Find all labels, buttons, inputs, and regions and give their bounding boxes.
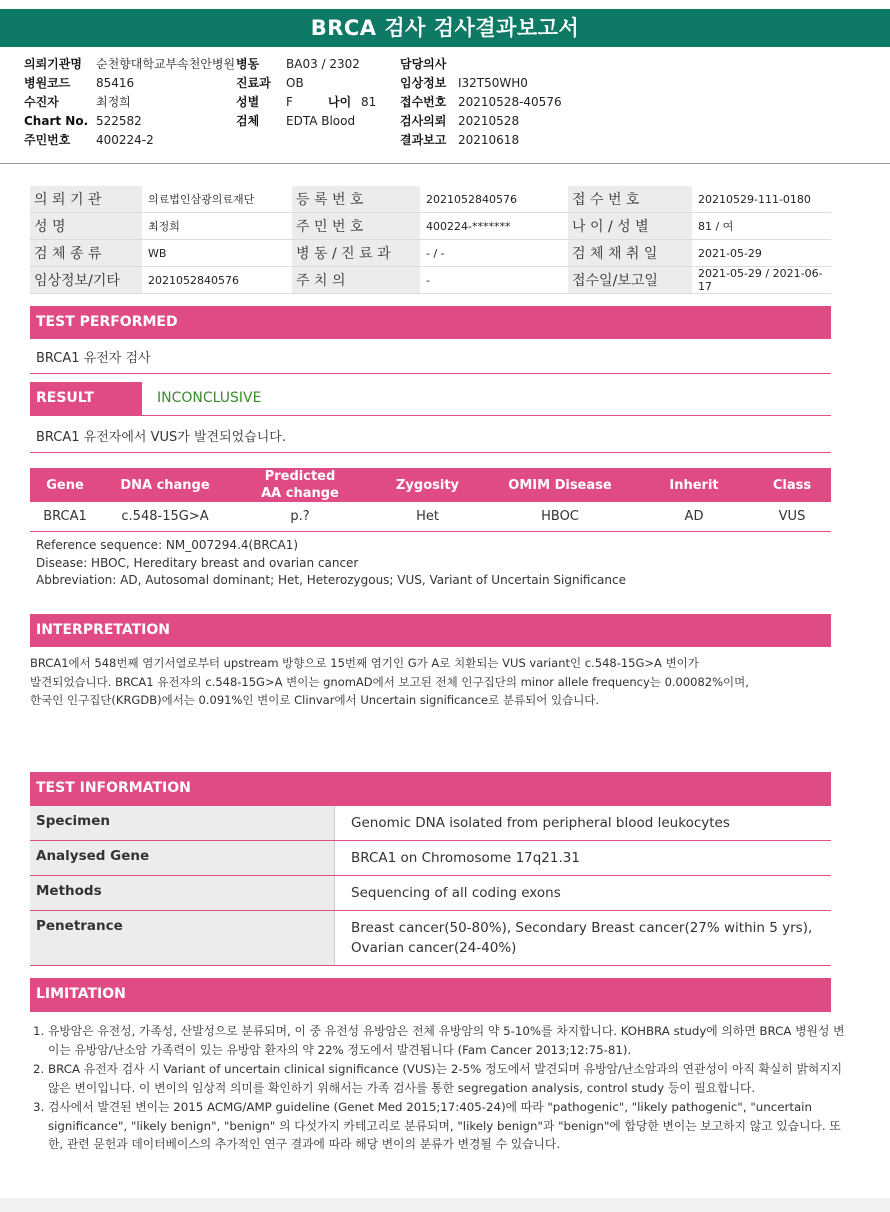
- limitation-item: 2. BRCA 유전자 검사 시 Variant of uncertain clinical significance (VUS)는 2-5% 정도에서 발견되며 유방암/난소암과의 연관성이 아직 확실히 밝혀지지 않은 변이입니다. 이 변이의 임상적 의미를 확인하기 위해서는 가족 검사를 통한 segregation analysis, control study 등이 필요합니다.: [48, 1060, 848, 1097]
- info-value: WB: [142, 240, 288, 267]
- cell-gene: BRCA1: [30, 502, 100, 532]
- header-value: F: [286, 95, 293, 109]
- section-title: RESULT: [36, 390, 94, 406]
- section-title: INTERPRETATION: [36, 622, 171, 638]
- limitation-heading: [30, 978, 831, 1012]
- header-value: I32T50WH0: [458, 76, 528, 90]
- header-value: EDTA Blood: [286, 114, 356, 128]
- ti-key: Methods: [30, 876, 335, 911]
- header-col3: [400, 55, 562, 150]
- ti-value: Breast cancer(50-80%), Secondary Breast cancer(27% within 5 yrs), Ovarian cancer(24-40%): [335, 911, 832, 966]
- header-key: 검체: [236, 114, 260, 128]
- ti-row: [30, 841, 831, 876]
- info-value: -: [420, 267, 564, 294]
- info-label: 접 수 번 호: [568, 186, 692, 213]
- header-key: 병원코드: [24, 76, 71, 90]
- interpretation-line: 발견되었습니다. BRCA1 유전자의 c.548-15G>A 변이는 gnomAD에서 보고된 전체 인구집단의 minor allele frequency는 0.00082%이며,: [30, 674, 749, 689]
- info-label: 나 이 / 성 별: [568, 213, 692, 240]
- header-key: 병동: [236, 57, 260, 71]
- variant-table: [30, 468, 831, 532]
- limitation-item: 1. 유방암은 유전성, 가족성, 산발성으로 분류되며, 이 중 유전성 유방암은 전체 유방암의 약 5-10%를 차지합니다. KOHBRA study에 의하면 BRCA 병원성 변이는 유방암/난소암 가족력이 있는 유방암 환자의 약 22% 정도에서 발견됩니다 (Fam Cancer 2013;12:75-81).: [48, 1022, 848, 1059]
- section-title: TEST INFORMATION: [36, 780, 191, 796]
- info-value: 81 / 여: [692, 213, 831, 240]
- info-value: 400224-*******: [420, 213, 564, 240]
- variant-header-row: [30, 468, 831, 502]
- header-key: 성별: [236, 95, 260, 109]
- col-zygosity: Zygosity: [370, 468, 485, 502]
- info-label: 병 동 / 진 료 과: [292, 240, 420, 267]
- note-disease: Disease: HBOC, Hereditary breast and ovarian cancer: [36, 555, 359, 570]
- info-value: 최정희: [142, 213, 288, 240]
- result-summary: BRCA1 유전자에서 VUS가 발견되었습니다.: [36, 430, 286, 445]
- ti-row: [30, 911, 831, 966]
- test-performed-text: BRCA1 유전자 검사: [36, 351, 151, 366]
- info-value: 2021052840576: [142, 267, 288, 294]
- section-rule: [30, 415, 831, 416]
- ti-value: Genomic DNA isolated from peripheral blood leukocytes: [335, 806, 832, 841]
- col-omim: OMIM Disease: [485, 468, 635, 502]
- header-value: 522582: [96, 114, 142, 128]
- result-value: INCONCLUSIVE: [157, 390, 262, 406]
- age-key: 나이: [328, 95, 352, 109]
- ti-key: Analysed Gene: [30, 841, 335, 876]
- ti-value: Sequencing of all coding exons: [335, 876, 832, 911]
- limitation-list: [30, 1022, 848, 1155]
- ti-key: Specimen: [30, 806, 335, 841]
- info-label: 의 뢰 기 관: [30, 186, 142, 213]
- report-title: BRCA 검사 검사결과보고서: [0, 9, 890, 47]
- header-value: BA03 / 2302: [286, 57, 360, 71]
- limitation-item: 3. 검사에서 발견된 변이는 2015 ACMG/AMP guideline (Genet Med 2015;17:405-24)에 따라 "pathogenic", "likely pathogenic", "uncertain significance", "likely benign", "benign" 의 다섯가지 카테고리로 분류되며, "likely benign"과 "benign"에 합당한 변이는 보고하지 않고 있습니다. 또한, 관련 문헌과 데이터베이스의 추가적인 연구 결과에 따라 해당 변이의 분류가 변경될 수 있습니다.: [48, 1098, 848, 1154]
- section-rule: [30, 452, 831, 453]
- header-key: Chart No.: [24, 114, 89, 128]
- header-key: 의뢰기관명: [24, 57, 82, 71]
- header-col2: [236, 55, 376, 131]
- col-aa-change: Predicted AA change: [230, 468, 370, 502]
- header-key: 결과보고: [400, 133, 447, 147]
- ti-value: BRCA1 on Chromosome 17q21.31: [335, 841, 832, 876]
- header-key: 진료과: [236, 76, 271, 90]
- info-row: [30, 186, 831, 213]
- header-col1: [24, 55, 235, 150]
- info-label: 검 체 종 류: [30, 240, 142, 267]
- header-key: 접수번호: [400, 95, 447, 109]
- section-title: LIMITATION: [36, 986, 126, 1002]
- info-label: 주 치 의: [292, 267, 420, 294]
- info-label: 접수일/보고일: [568, 267, 692, 294]
- info-value: 의료법인삼광의료재단: [142, 186, 288, 213]
- note-abbreviation: Abbreviation: AD, Autosomal dominant; Het, Heterozygous; VUS, Variant of Uncertain Significance: [36, 573, 626, 587]
- section-title: TEST PERFORMED: [36, 314, 178, 330]
- age-value: 81: [361, 95, 377, 109]
- patient-info-table: [30, 186, 831, 294]
- cell-inherit: AD: [635, 502, 753, 532]
- interpretation-line: 한국인 인구집단(KRGDB)에서는 0.091%인 변이로 Clinvar에서 Uncertain significance로 분류되어 있습니다.: [30, 693, 600, 707]
- info-label: 성 명: [30, 213, 142, 240]
- header-key: 검사의뢰: [400, 114, 447, 128]
- info-label: 임상정보/기타: [30, 267, 142, 294]
- info-label: 등 록 번 호: [292, 186, 420, 213]
- header-value: 85416: [96, 76, 135, 90]
- test-information-table: [30, 806, 831, 966]
- col-class: Class: [753, 468, 831, 502]
- header-value: 순천향대학교부속천안병원: [96, 57, 236, 71]
- cell-zygosity: Het: [370, 502, 485, 532]
- header-value: 20210528-40576: [458, 95, 562, 109]
- info-value: 2021052840576: [420, 186, 564, 213]
- info-row: [30, 213, 831, 240]
- interpretation-line: BRCA1에서 548번째 염기서열로부터 upstream 방향으로 15번째 염기인 G가 A로 치환되는 VUS variant인 c.548-15G>A 변이가: [30, 656, 699, 670]
- ti-key: Penetrance: [30, 911, 335, 966]
- header-divider: [0, 163, 890, 164]
- header-value: OB: [286, 76, 304, 90]
- col-dna-change: DNA change: [100, 468, 230, 502]
- header-key: 주민번호: [24, 133, 71, 147]
- info-label: 검 체 채 취 일: [568, 240, 692, 267]
- info-row: [30, 267, 831, 294]
- test-information-heading: [30, 772, 831, 806]
- header-value: 최정희: [96, 95, 131, 109]
- info-value: 20210529-111-0180: [692, 186, 831, 213]
- header-value: 20210618: [458, 133, 520, 147]
- col-gene: Gene: [30, 468, 100, 502]
- cell-omim: HBOC: [485, 502, 635, 532]
- test-performed-heading: [30, 306, 831, 339]
- note-reference: Reference sequence: NM_007294.4(BRCA1): [36, 538, 299, 552]
- variant-row: [30, 502, 831, 532]
- header-key: 임상정보: [400, 76, 447, 90]
- info-row: [30, 240, 831, 267]
- variant-notes: [36, 537, 626, 590]
- header-value: 20210528: [458, 114, 520, 128]
- info-label: 주 민 번 호: [292, 213, 420, 240]
- cell-dna-change: c.548-15G>A: [100, 502, 230, 532]
- result-heading: [30, 382, 142, 415]
- header-key: 수진자: [24, 95, 59, 109]
- ti-row: [30, 806, 831, 841]
- info-value: 2021-05-29 / 2021-06-17: [692, 267, 831, 294]
- header-value: 400224-2: [96, 133, 154, 147]
- col-inherit: Inherit: [635, 468, 753, 502]
- cell-class: VUS: [753, 502, 831, 532]
- cell-aa-change: p.?: [230, 502, 370, 532]
- info-value: 2021-05-29: [692, 240, 831, 267]
- section-rule: [30, 373, 831, 374]
- interpretation-text: [30, 654, 830, 710]
- ti-row: [30, 876, 831, 911]
- header-key: 담당의사: [400, 57, 447, 71]
- info-value: - / -: [420, 240, 564, 267]
- interpretation-heading: [30, 614, 831, 647]
